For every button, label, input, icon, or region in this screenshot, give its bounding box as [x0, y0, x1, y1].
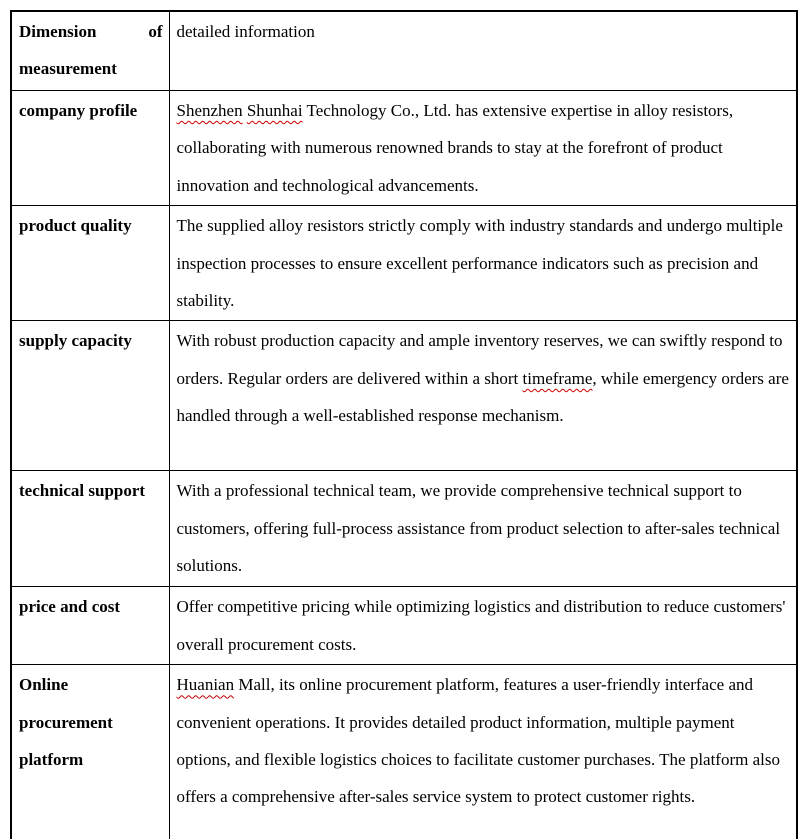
info-table [10, 10, 798, 839]
table-row [11, 665, 797, 839]
dimension-cell [11, 471, 169, 587]
misspelled-word: Shenzhen [176, 101, 243, 120]
dimension-label: supply capacity [19, 331, 132, 351]
detail-text [177, 675, 781, 806]
detail-cell [169, 206, 797, 321]
dimension-label: price and cost [19, 597, 121, 617]
detail-text [177, 216, 783, 310]
detail-cell [169, 321, 797, 471]
detail-segment: , while emergency orders are handled through a well-established response mechanism. [176, 368, 789, 426]
detail-text [177, 597, 786, 653]
dimension-cell [11, 321, 169, 471]
table-row [11, 206, 797, 321]
header-row [11, 11, 797, 91]
detail-segment: With a professional technical team, we provide comprehensive technical support to customers, offering full-process assistance from product selection to after-sales technical solutions. [176, 481, 781, 576]
detail-cell [169, 665, 797, 839]
dimension-cell [11, 587, 169, 665]
detail-segment: With robust production capacity and ample inventory reserves, we can swiftly respond to orders. Regular orders are delivered within a short [176, 331, 783, 388]
dimension-label: Online procurement platform [19, 675, 113, 770]
detail-segment: The supplied alloy resistors strictly comply with industry standards and undergo multiple inspection processes to ensure excellent performance indicators such as precision and stability. [176, 216, 783, 311]
dimension-label: product quality [19, 216, 132, 236]
header-detailed-information: detailed information [169, 11, 797, 91]
dimension-cell [11, 91, 169, 206]
table-row [11, 471, 797, 587]
dimension-label: company profile [19, 101, 138, 120]
detail-cell [169, 587, 797, 665]
dimension-cell [11, 665, 169, 839]
table-row [11, 91, 797, 206]
misspelled-word: timeframe [522, 368, 593, 388]
detail-segment: Mall, its online procurement platform, features a user-friendly interface and convenient operations. It provides detailed product information, multiple payment options, and flexible logistics choices to facilitate customer purchases. The platform also offers a comprehensive after-sales service system to protect customer rights. [176, 675, 780, 807]
table-header [11, 11, 797, 91]
table-row [11, 587, 797, 665]
detail-cell [169, 471, 797, 587]
table-row [11, 321, 797, 471]
detail-text [177, 331, 789, 425]
detail-text [177, 101, 734, 195]
dimension-label: technical support [19, 481, 146, 501]
detail-segment: Technology Co., Ltd. has extensive expertise in alloy resistors, collaborating with numerous renowned brands to stay at the forefront of product innovation and technological advancements. [176, 101, 734, 195]
table-body [11, 91, 797, 839]
header-dimension-of-measurement: Dimension of measurement [11, 11, 169, 91]
detail-text [177, 481, 781, 575]
misspelled-word: Huanian [176, 675, 235, 695]
detail-cell [169, 91, 797, 206]
detail-segment: Offer competitive pricing while optimizing logistics and distribution to reduce customers' overall procurement costs. [176, 597, 786, 654]
misspelled-word: Shunhai [246, 101, 303, 120]
dimension-cell [11, 206, 169, 321]
